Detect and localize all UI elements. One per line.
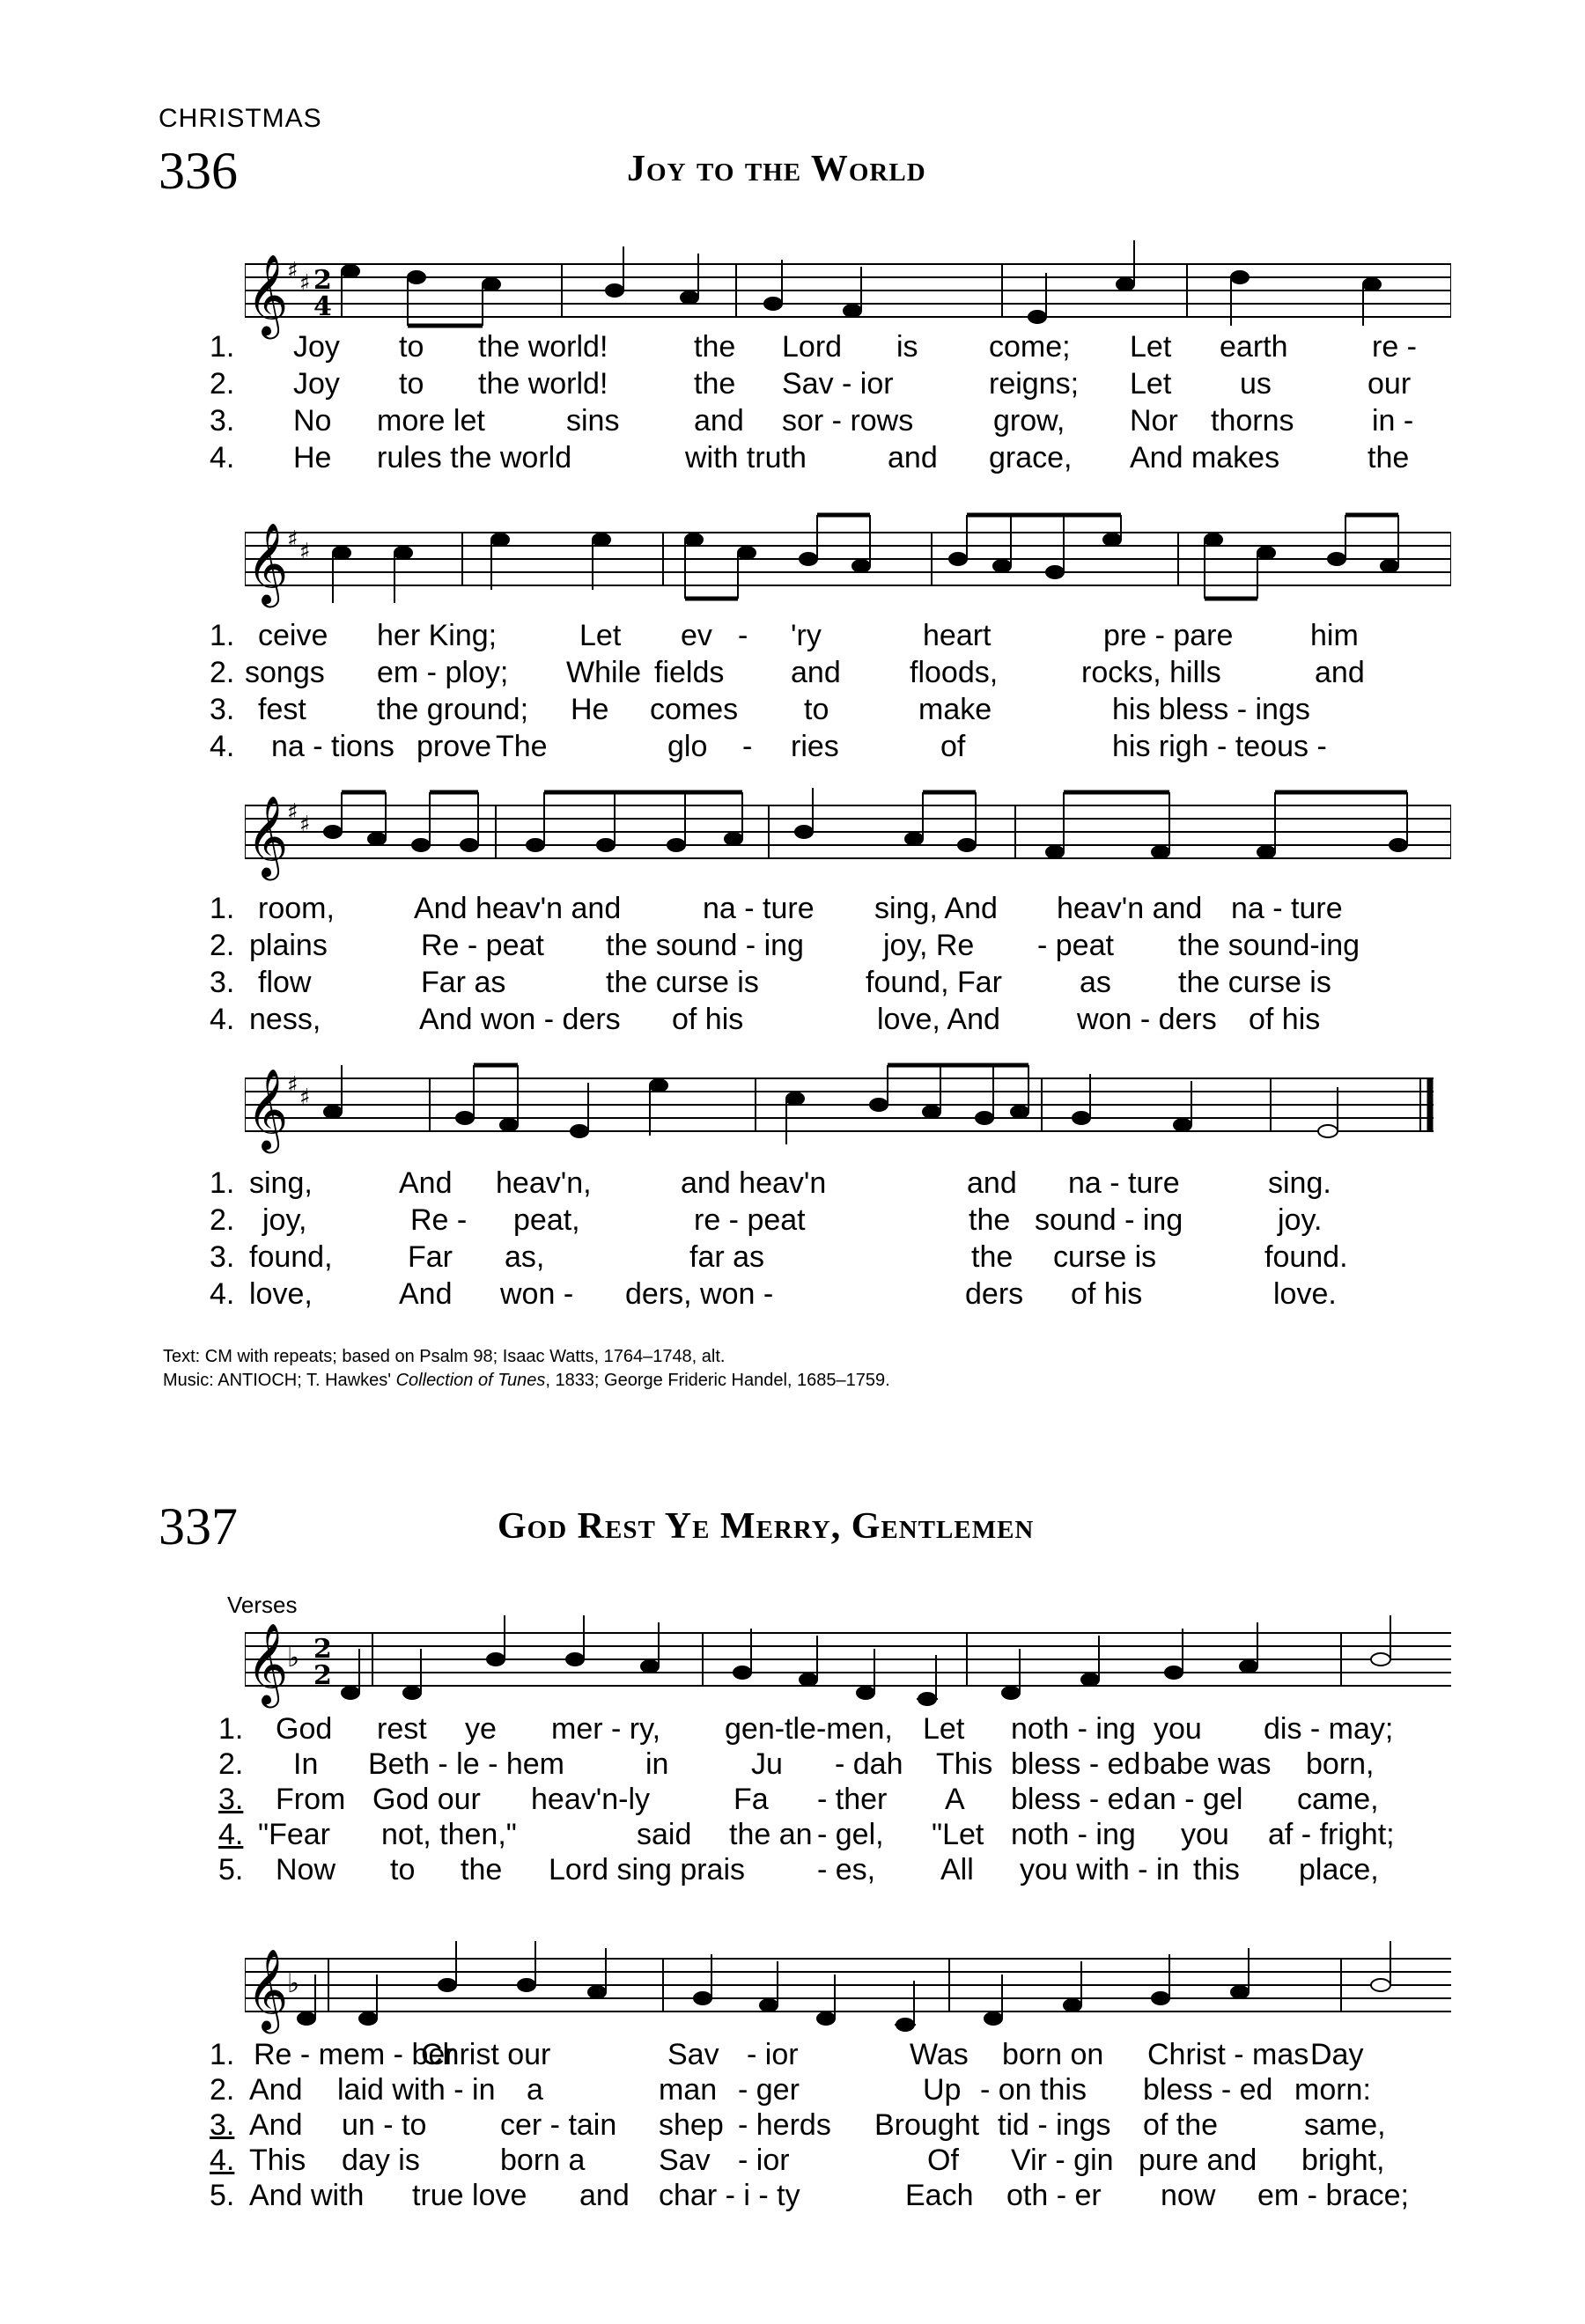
svg-text:♯: ♯ xyxy=(299,812,311,838)
staff-notation xyxy=(245,1052,1451,1158)
svg-text:♯: ♯ xyxy=(287,258,299,284)
time-signature-top: 2 xyxy=(313,265,332,296)
music-staff xyxy=(245,1932,1451,2038)
music-staff xyxy=(245,238,1451,343)
section-label: CHRISTMAS xyxy=(158,104,322,133)
svg-text:𝄞: 𝄞 xyxy=(247,1948,289,2030)
hymn-title: Joy to the World xyxy=(627,149,926,189)
verses-label: Verses xyxy=(227,1592,298,1618)
music-staff xyxy=(245,1052,1451,1158)
staff-notation xyxy=(245,1607,1451,1712)
svg-text:♭: ♭ xyxy=(287,1643,300,1673)
time-signature-bottom: 4 xyxy=(313,291,332,322)
music-staff xyxy=(245,779,1451,885)
svg-text:♭: ♭ xyxy=(287,1968,300,1999)
svg-text:♯: ♯ xyxy=(287,799,299,826)
svg-text:♯: ♯ xyxy=(299,539,311,565)
svg-text:♯: ♯ xyxy=(299,1085,311,1111)
text-credit: Text: CM with repeats; based on Psalm 98; Isaac Watts, 1764–1748, alt. xyxy=(163,1347,726,1366)
hymn-number: 336 xyxy=(158,142,238,200)
music-staff xyxy=(245,1607,1451,1712)
staff-notation xyxy=(245,506,1451,612)
svg-text:𝄞: 𝄞 xyxy=(247,1622,289,1704)
music-credit: Music: ANTIOCH; T. Hawkes' Collection of Tunes, 1833; George Frideric Handel, 1685–1759. xyxy=(163,1371,890,1390)
svg-text:♯: ♯ xyxy=(287,1072,299,1099)
svg-text:𝄞: 𝄞 xyxy=(247,795,289,877)
svg-text:♯: ♯ xyxy=(299,270,311,297)
staff-notation xyxy=(245,238,1451,343)
music-staff xyxy=(245,506,1451,612)
svg-text:𝄞: 𝄞 xyxy=(247,522,289,604)
svg-text:♯: ♯ xyxy=(287,526,299,553)
svg-text:𝄞: 𝄞 xyxy=(247,254,289,335)
hymn-number: 337 xyxy=(158,1497,238,1555)
svg-text:𝄞: 𝄞 xyxy=(247,1068,289,1150)
staff-notation xyxy=(245,1932,1451,2038)
hymn-title: God Rest Ye Merry, Gentlemen xyxy=(498,1506,1035,1547)
time-signature-top: 2 xyxy=(313,1634,332,1665)
time-signature-bottom: 2 xyxy=(313,1660,332,1691)
staff-notation xyxy=(245,779,1451,885)
